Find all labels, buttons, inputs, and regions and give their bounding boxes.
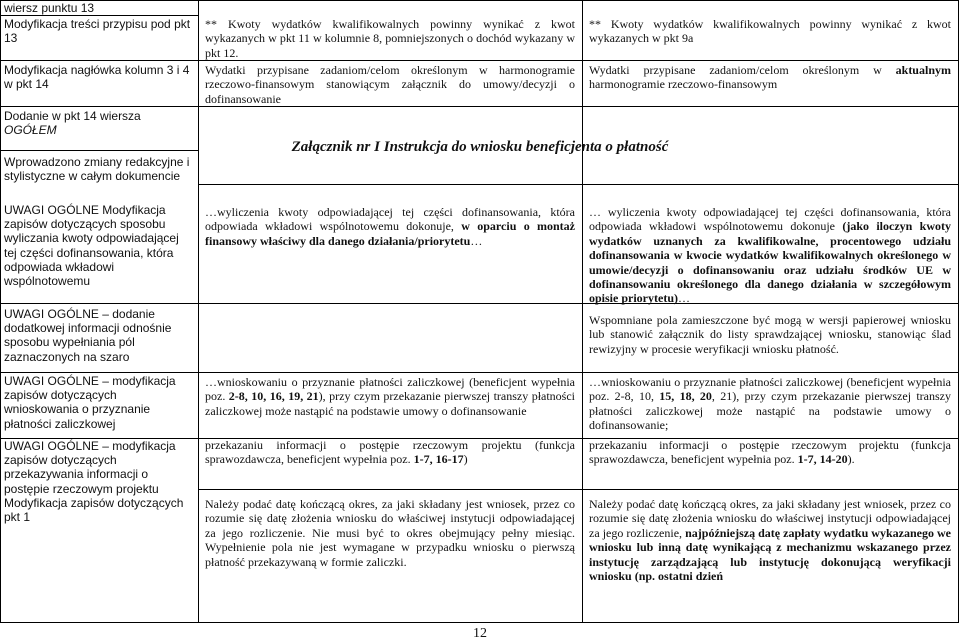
new-text-wklad: … wyliczenia kwoty odpowiadającej tej części dofinansowania, która odpowiada wkładowi wspólnotowemu dokonuje (jako iloczyn kwoty wydatków uznanych za kwalifikowalne, procentowego udziału dofinansowania w kwocie wydatków kwalifikowalnych określonego w umowie/decyzji o dofinansowaniu oraz udziału środków UE w dofinansowaniu określonego dla danego działania w szczegółowym opisie priorytetu)… bbox=[589, 205, 952, 306]
new-text-data: Należy podać datę kończącą okres, za jaki składany jest wniosek, przez co rozumie się datę złożenia wniosku do właściwej instytucji odpowiadającej za jego rozliczenie, najpóźniejszą datę zapłaty wydatku wykazanego we wniosku lub inną datę wynikającą z mechanizmu wskazanego przez instytucję zarządzającą lub instytucję dokonującą weryfikacji wniosku (np. ostatni dzień bbox=[589, 497, 951, 584]
row-label-ogolem: Dodanie w pkt 14 wiersza OGÓŁEM bbox=[4, 109, 141, 138]
row-label-pkt-1: Modyfikacja zapisów dotyczących pkt 1 bbox=[4, 496, 184, 525]
new-text-wydatki: Wydatki przypisane zadaniom/celom określonym w aktualnym harmonogramie rzeczowo-finansowym bbox=[589, 63, 951, 92]
new-text-pola-szare: Wspomniane pola zamieszczone być mogą w wersji papierowej wniosku lub stanowić załącznik do listy sprawdzającej wniosku, stanowiąc ślad rewizyjny w procesie weryfikacji wniosku płatność. bbox=[589, 313, 951, 356]
old-text-postep: przekazaniu informacji o postępie rzeczowym projektu (funkcja sprawozdawcza, beneficjent wypełnia poz. 1-7, 16-17) bbox=[205, 438, 575, 467]
row-label-przypis-13: Modyfikacja treści przypisu pod pkt 13 bbox=[4, 17, 191, 46]
row-label-punkt-13: wiersz punktu 13 bbox=[4, 1, 95, 15]
document-heading: Załącznik nr I Instrukcja do wniosku beneficjenta o płatność bbox=[291, 139, 669, 155]
page-number: 12 bbox=[473, 626, 487, 641]
old-text-wklad: …wyliczenia kwoty odpowiadającej tej części dofinansowania, która odpowiada wkładowi wspólnotowemu dokonuje, w oparciu o montaż finansowy właściwy dla danego działania/priorytetu… bbox=[205, 205, 576, 248]
old-text-zaliczka: …wnioskowaniu o przyznanie płatności zaliczkowej (beneficjent wypełnia poz. 2-8, 10, 16, 19, 21), przy czym przekazanie pierwszej transzy płatności zaliczkowej może nastąpić na podstawie umowy o dofinansowanie bbox=[205, 375, 576, 418]
old-text-wydatki: Wydatki przypisane zadaniom/celom określonym w harmonogramie rzeczowo-finansowym stanowiącym załącznik do umowy/decyzji o dofinansowanie bbox=[205, 63, 575, 106]
row-label-zmiany-redakcyjne: Wprowadzono zmiany redakcyjne i stylistyczne w całym dokumencie bbox=[4, 155, 190, 184]
new-text-przypis: ** Kwoty wydatków kwalifikowalnych powinny wynikać z kwot wykazanych w pkt 9a bbox=[589, 17, 951, 46]
row-label-naglowek-14: Modyfikacja nagłówka kolumn 3 i 4 w pkt 14 bbox=[4, 63, 190, 92]
row-label-pola-szare: UWAGI OGÓLNE – dodanie dodatkowej informacji odnośnie sposobu wypełniania pól zaznaczonych na szaro bbox=[4, 307, 172, 364]
new-text-postep: przekazaniu informacji o postępie rzeczowym projektu (funkcja sprawozdawcza, beneficjent wypełnia poz. 1-7, 14-20). bbox=[589, 438, 951, 467]
row-label-wklad-wspolnotowy: UWAGI OGÓLNE Modyfikacja zapisów dotyczących sposobu wyliczania kwoty odpowiadającej tej części dofinansowania, która odpowiada wkładowi wspólnotowemu bbox=[4, 203, 179, 289]
row-label-postep-rzeczowy: UWAGI OGÓLNE – modyfikacja zapisów dotyczących przekazywania informacji o postępie rzeczowym projektu bbox=[4, 439, 176, 496]
row-label-platnosc-zaliczkowa: UWAGI OGÓLNE – modyfikacja zapisów dotyczących wnioskowania o przyznanie płatności zaliczkowej bbox=[4, 374, 176, 431]
new-text-zaliczka: …wnioskowaniu o przyznanie płatności zaliczkowej (beneficjent wypełnia poz. 2-8, 10, 15, 18, 20, 21), przy czym przekazanie pierwszej transzy płatności zaliczkowej może nastąpić na podstawie umowy o dofinansowanie; bbox=[589, 375, 951, 433]
old-text-data: Należy podać datę kończącą okres, za jaki składany jest wniosek, przez co rozumie się datę złożenia wniosku do właściwej instytucji odpowiadającej za jego rozliczenie. Nie musi być to okres obejmujący pełny miesiąc. Wypełnienie pola nie jest wymagane w przypadku wniosku o pierwszą płatność przekazywaną w formie zaliczki. bbox=[205, 497, 575, 569]
old-text-przypis: ** Kwoty wydatków kwalifikowalnych powinny wynikać z kwot wykazanych w pkt 11 w kolumnie 8, pomniejszonych o dochód wykazany w pkt 12. bbox=[205, 17, 575, 60]
